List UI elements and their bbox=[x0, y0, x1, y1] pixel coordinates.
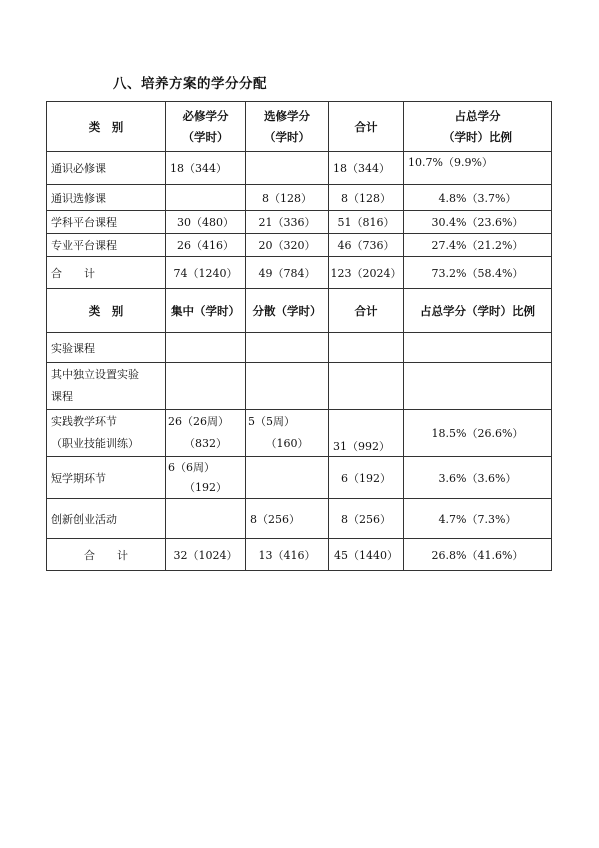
row-category: 通识选修课 bbox=[47, 185, 166, 211]
table-row bbox=[47, 457, 552, 499]
row-dispersed: 8（256） bbox=[246, 499, 329, 539]
table2-header-total: 合计 bbox=[329, 289, 404, 333]
category-line: （职业技能训练） bbox=[51, 437, 139, 450]
row-concentrated bbox=[166, 363, 246, 410]
header-line: （学时） bbox=[264, 129, 310, 144]
row-elective: 8（128） bbox=[246, 185, 329, 211]
table-row bbox=[47, 152, 552, 185]
table2-header-category: 类 别 bbox=[47, 289, 166, 333]
credit-allocation-table bbox=[46, 101, 552, 571]
category-line: 其中独立设置实验 bbox=[51, 368, 139, 381]
row-elective: 21（336） bbox=[246, 211, 329, 234]
row-total: 31（992） bbox=[329, 410, 404, 457]
table1-header-required bbox=[166, 102, 246, 152]
row-category: 合 计 bbox=[47, 257, 166, 289]
header-line: （学时）比例 bbox=[443, 129, 512, 144]
table-row bbox=[47, 363, 552, 410]
row-concentrated bbox=[166, 410, 246, 457]
row-category: 合 计 bbox=[47, 539, 166, 571]
row-total: 51（816） bbox=[329, 211, 404, 234]
row-elective bbox=[246, 152, 329, 185]
table-row bbox=[47, 499, 552, 539]
header-line: 占总学分 bbox=[454, 108, 501, 123]
header-line: 选修学分 bbox=[264, 108, 310, 123]
row-total: 6（192） bbox=[329, 457, 404, 499]
table1-header-elective bbox=[246, 102, 329, 152]
table-row bbox=[47, 234, 552, 257]
row-category bbox=[47, 363, 166, 410]
value-line: 5（5周） bbox=[248, 415, 295, 428]
value-line: 6（6周） bbox=[168, 460, 215, 474]
row-dispersed bbox=[246, 333, 329, 363]
row-concentrated: 32（1024） bbox=[166, 539, 246, 571]
row-ratio: 26.8%（41.6%） bbox=[404, 539, 552, 571]
section-title: 八、培养方案的学分分配 bbox=[113, 76, 267, 92]
value-line: （192） bbox=[184, 480, 227, 494]
row-ratio: 30.4%（23.6%） bbox=[404, 211, 552, 234]
table2-header-concentrated: 集中（学时） bbox=[166, 289, 246, 333]
row-ratio: 73.2%（58.4%） bbox=[404, 257, 552, 289]
table-row bbox=[47, 211, 552, 234]
row-total bbox=[329, 363, 404, 410]
row-dispersed bbox=[246, 410, 329, 457]
row-ratio: 27.4%（21.2%） bbox=[404, 234, 552, 257]
row-ratio bbox=[404, 333, 552, 363]
row-elective: 20（320） bbox=[246, 234, 329, 257]
row-concentrated bbox=[166, 457, 246, 499]
row-required: 30（480） bbox=[166, 211, 246, 234]
row-category: 学科平台课程 bbox=[47, 211, 166, 234]
row-category: 通识必修课 bbox=[47, 152, 166, 185]
row-category: 短学期环节 bbox=[47, 457, 166, 499]
row-ratio: 4.7%（7.3%） bbox=[404, 499, 552, 539]
row-category: 创新创业活动 bbox=[47, 499, 166, 539]
table-row-total bbox=[47, 257, 552, 289]
table-row bbox=[47, 410, 552, 457]
table1-header-row bbox=[47, 102, 552, 152]
table1-header-total: 合计 bbox=[329, 102, 404, 152]
row-elective: 49（784） bbox=[246, 257, 329, 289]
row-required: 74（1240） bbox=[166, 257, 246, 289]
value-line: 26（26周） bbox=[168, 415, 229, 428]
row-required: 18（344） bbox=[166, 152, 246, 185]
row-ratio: 10.7%（9.9%） bbox=[404, 152, 552, 185]
header-line: 必修学分 bbox=[182, 108, 229, 123]
category-line: 实践教学环节 bbox=[51, 415, 117, 428]
table-row-total bbox=[47, 539, 552, 571]
table-row bbox=[47, 185, 552, 211]
row-category: 实验课程 bbox=[47, 333, 166, 363]
value-line: （160） bbox=[265, 437, 309, 450]
row-ratio: 18.5%（26.6%） bbox=[404, 410, 552, 457]
row-ratio: 3.6%（3.6%） bbox=[404, 457, 552, 499]
row-total: 123（2024） bbox=[329, 257, 404, 289]
category-line: 课程 bbox=[51, 390, 73, 403]
row-category bbox=[47, 410, 166, 457]
header-line: （学时） bbox=[182, 129, 229, 144]
row-required: 26（416） bbox=[166, 234, 246, 257]
table-row bbox=[47, 333, 552, 363]
row-dispersed: 13（416） bbox=[246, 539, 329, 571]
row-concentrated bbox=[166, 333, 246, 363]
table1-header-category: 类 别 bbox=[47, 102, 166, 152]
row-total: 8（128） bbox=[329, 185, 404, 211]
table2-header-dispersed: 分散（学时） bbox=[246, 289, 329, 333]
table2-header-ratio: 占总学分（学时）比例 bbox=[404, 289, 552, 333]
value-line: （832） bbox=[184, 437, 227, 450]
row-ratio: 4.8%（3.7%） bbox=[404, 185, 552, 211]
row-total: 46（736） bbox=[329, 234, 404, 257]
row-category: 专业平台课程 bbox=[47, 234, 166, 257]
row-concentrated bbox=[166, 499, 246, 539]
row-dispersed bbox=[246, 363, 329, 410]
row-total: 8（256） bbox=[329, 499, 404, 539]
row-required bbox=[166, 185, 246, 211]
table1-header-ratio bbox=[404, 102, 552, 152]
row-dispersed bbox=[246, 457, 329, 499]
table2-header-row bbox=[47, 289, 552, 333]
row-total: 18（344） bbox=[329, 152, 404, 185]
row-total bbox=[329, 333, 404, 363]
row-total: 45（1440） bbox=[329, 539, 404, 571]
row-ratio bbox=[404, 363, 552, 410]
